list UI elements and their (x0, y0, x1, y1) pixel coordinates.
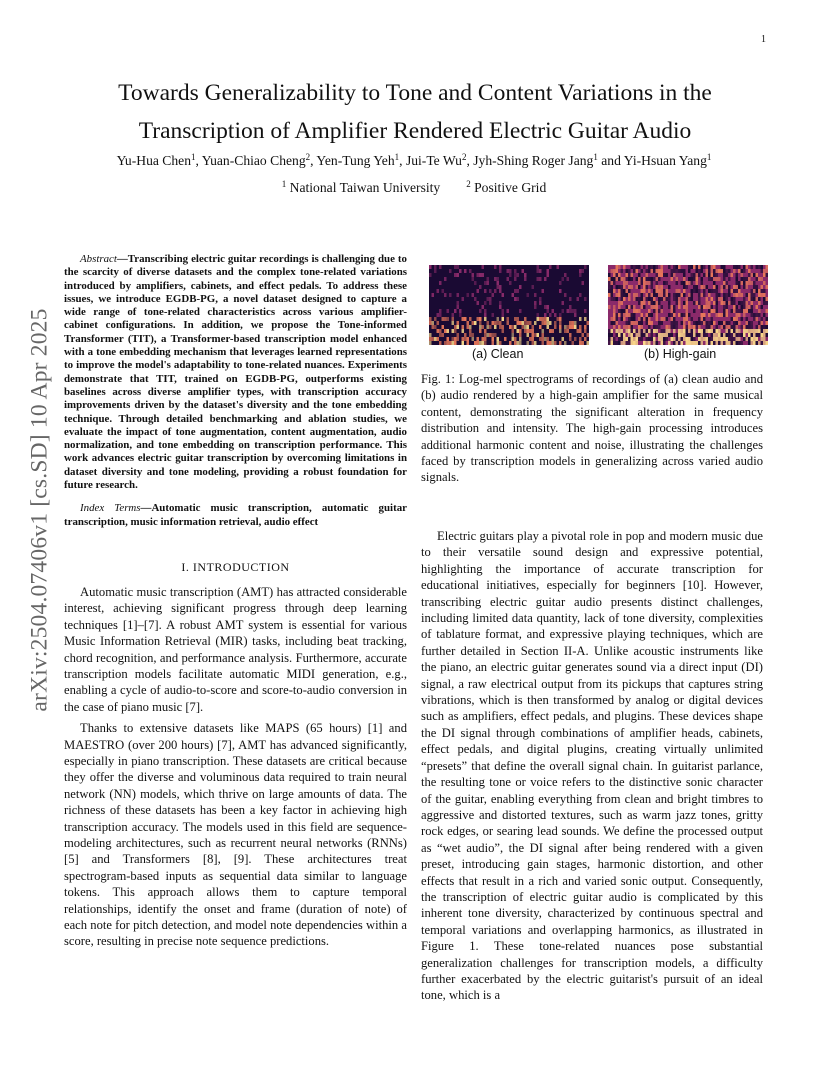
title-line-1: Towards Generalizability to Tone and Content Variations in the (118, 80, 712, 106)
paragraph: Automatic music transcription (AMT) has attracted considerable interest, achieving significant progress through deep learning techniques [1]–[7]. A robust AMT system is essential for various Music Information Retrieval (MIR) tasks, including beat tracking, chord recognition, and performance analysis. Furthermore, accurate transcription models facilitate automatic MIDI generation, e.g., enabling a cycle of audio-to-score and score-to-audio conversion in the case of piano music [7]. (64, 584, 407, 714)
author: Yen-Tung Yeh (316, 153, 395, 168)
figure-panels (421, 265, 763, 368)
author: Jyh-Shing Roger Jang (473, 153, 594, 168)
arxiv-watermark (20, 290, 60, 730)
clean-spectrogram (429, 265, 589, 345)
title-line-2: Transcription of Amplifier Rendered Electric Guitar Audio (138, 118, 692, 144)
subfigure-label-a: (a) Clean (472, 347, 524, 361)
author-affiliation-mark: 1 (191, 152, 196, 162)
section-heading (64, 560, 407, 575)
abstract-label: Abstract (80, 253, 117, 265)
author-affiliation-mark: 1 (706, 152, 712, 162)
author: Yu-Hua Chen (116, 153, 191, 168)
author-affiliation-mark: 2 (461, 152, 467, 162)
affiliations (40, 179, 788, 197)
index-terms-text: —Automatic music transcription, automatic guitar transcription, music information retrieval, audio effect (64, 502, 407, 528)
right-column-body (421, 528, 763, 1004)
author-affiliation-mark: 1 (394, 152, 400, 162)
subfigure-label-b: (b) High-gain (644, 347, 717, 361)
author: Yuan-Chiao Cheng (201, 153, 306, 168)
author: Yi-Hsuan Yang (623, 153, 707, 168)
affiliation-name: Positive Grid (474, 180, 547, 195)
section-initial: I (192, 559, 198, 574)
authors-joiner: and (601, 153, 621, 168)
index-terms (64, 502, 407, 529)
page-number: 1 (761, 34, 766, 45)
paper-title (70, 74, 760, 150)
paragraph: Electric guitars play a pivotal role in pop and modern music due to their versatile sound design and expressive potential, highlighting the importance of accurate transcription for educational initiatives, especially for beginners [10]. However, transcribing electric guitar audio presents distinct challenges, including limited data quantity, lack of tone diversity, complexities of tablature format, and expressive playing techniques, which are further detailed in Section II-A. Unlike acoustic instruments like the piano, an electric guitar generates sound via a direct input (DI) signal, a raw electrical output from its pickups that captures string vibrations, which is then transformed by analog or digital devices such as amplifiers, effect pedals, and plugins. These devices shape the DI signal through combinations of amplifier heads, cabinets, effect pedals, and digital plugins, creating virtually unlimited “presets” that define the overall signal chain. In guitarist parlance, the resulting tone or voice refers to the distinctive sonic character of the guitar, enabling everything from clean and bright timbres to aggressive and distorted textures, such as warm jazz tones, gritty rock edges, or searing lead sounds. We define the processed output as “wet audio”, the DI signal after being rendered with a given preset, introducing gain stages, harmonic distortion, and other effects that result in a rich and varied sonic output. Consequently, the transcription of electric guitar audio is complicated by this inherent tone diversity, characterized by continuous spectral and temporal variations and overlapping harmonics, as illustrated in Figure 1. These tone-related nuances pose substantial generalization challenges for transcription models, a difficulty further exacerbated by the electric guitarist's pursuit of an ideal tone, which is a (421, 529, 763, 1003)
affiliation-mark: 2 (466, 179, 471, 189)
abstract-text: —Transcribing electric guitar recordings is challenging due to the scarcity of diverse datasets and the complex tone-related variations introduced by amplifiers, cabinets, and effect pedals. To address these issues, we introduce EGDB-PG, a novel dataset designed to capture a wide range of tone-related characteristics across various amplifier-cabinet configurations. In addition, we propose the Tone-informed Transformer (TIT), a Transformer-based transcription model enhanced with a tone embedding mechanism that leverages learned representations to improve the model's adaptability to tone-related nuances. Experiments demonstrate that TIT, trained on EGDB-PG, outperforms existing baselines across diverse amplifier types, with transcription accuracy improvements driven by the dataset's diversity and the tone embedding technique. Through detailed benchmarking and ablation studies, we evaluate the impact of tone augmentation, content augmentation, audio normalization, and tone embedding on transcription performance. This work advances electric guitar transcription by overcoming limitations in dataset diversity and tone modeling, providing a robust foundation for future research. (64, 253, 407, 492)
author-affiliation-mark: 2 (305, 152, 311, 162)
affiliation-name: National Taiwan University (289, 180, 441, 195)
high-gain-spectrogram (608, 265, 768, 345)
arxiv-id: arXiv:2504.07406v1 [cs.SD] 10 Apr 2025 (26, 308, 53, 712)
abstract (64, 253, 407, 492)
author-affiliation-mark: 1 (593, 152, 598, 162)
section-numeral: I. (181, 559, 193, 574)
author-list: Yu-Hua Chen$^1$, Yuan-Chiao Cheng$^2$, Yen-Tung Yeh$^1$, Jui-Te Wu$^2$, Jyh-Shing Roger Jang$^1$ and Yi-Hsuan Yang$^1$ (116, 152, 712, 168)
figure-caption: Fig. 1: Log-mel spectrograms of recordings of (a) clean audio and (b) audio rendered by a high-gain amplifier for the same musical content, demonstrating the significant alteration in frequency distribution and intensity. The high-gain processing introduces additional harmonic content and noise, illustrating the challenges faced by transcription models in generalizing across varied audio signals. (421, 372, 763, 485)
index-terms-label: Index Terms (80, 502, 141, 515)
section-title-rest: NTRODUCTION (197, 559, 290, 574)
left-column (64, 253, 407, 955)
paragraph: Thanks to extensive datasets like MAPS (65 hours) [1] and MAESTRO (over 200 hours) [7], AMT has advanced significantly, especially in piano transcription. These datasets are critical because they offer the diverse and voluminous data required to train neural network (NN) models, which thrive on large amounts of data. The richness of these datasets has been a key factor in achieving high transcription accuracy. The models used in this field are sequence-modeling architectures, such as recurrent neural networks (RNNs) [5] and Transformers [8], [9]. These architectures treat spectrogram-based inputs as sequential data similar to language tokens. This approach allows them to capture temporal relationships, identify the onset and frame (duration of note) of each note for pitch detection, and model note dependencies within a score, resulting in precise note sequence predictions. (64, 721, 407, 949)
author: Jui-Te Wu (405, 153, 462, 168)
affiliation-mark: 1 (281, 179, 287, 189)
figure-1 (421, 265, 763, 486)
